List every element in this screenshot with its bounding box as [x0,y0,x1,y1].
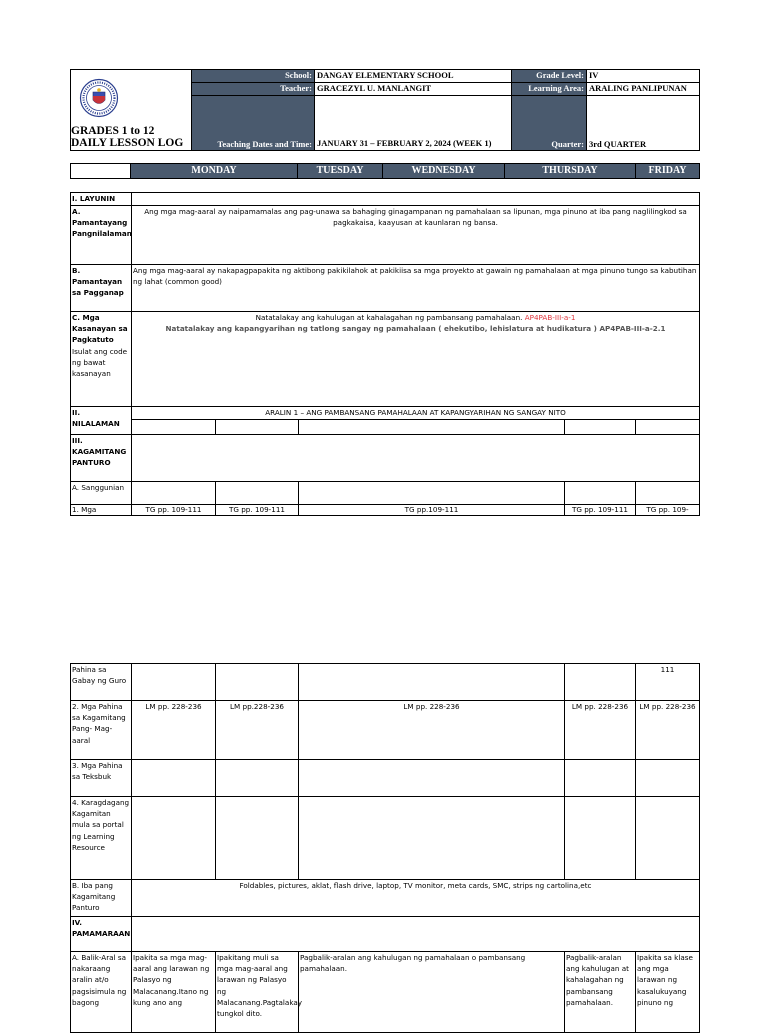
quarter-value: 3rd QUARTER [587,96,700,151]
balik-aral-wed: Pagbalik-aralan ang kahulugan ng pamahalaan o pambansang pamahalaan. [299,952,565,1033]
tg-cont-tue [216,664,299,701]
nilalaman-mon [132,420,216,435]
tg-pages-label: 1. Mga [71,505,132,516]
day-wednesday: WEDNESDAY [383,164,505,179]
kasanayan-sublabel: Isulat ang code ng bawat kasanayan [72,346,128,379]
kasanayan-label-cell [71,312,132,407]
quarter-label: Quarter: [512,96,587,151]
deped-seal-icon [79,78,119,118]
tg-pages-tue: TG pp. 109-111 [216,505,299,516]
iba-pang-kagamitan-label: B. Iba pang Kagamitang Panturo [71,880,132,917]
nilalaman-label: II. NILALAMAN [71,407,132,435]
pamamaraan-label: IV. PAMAMARAAN [71,917,132,952]
tg-cont-thu [565,664,636,701]
karagdagang-mon [132,797,216,880]
karagdagang-fri [636,797,700,880]
dll-title: DAILY LESSON LOG [71,137,184,149]
nilalaman-fri [636,420,700,435]
tg-pages-label-cont: Pahina sa Gabay ng Guro [71,664,132,701]
balik-aral-fri: Ipakita sa klase ang mga larawan ng kasalukuyang pinuno ng [636,952,700,1033]
kasanayan-text-cell [132,312,700,407]
nilalaman-wed [299,420,565,435]
day-tuesday: TUESDAY [298,164,383,179]
pamantayang-pangnilalaman-label: A. Pamantayang Pangnilalaman [71,206,132,265]
teksbuk-thu [565,760,636,797]
balik-aral-thu: Pagbalik-aralan ang kahulugan at kahalagahan ng pambansang pamahalaan. [565,952,636,1033]
dates-label: Teaching Dates and Time: [192,96,315,151]
learning-area-value: ARALING PANLIPUNAN [587,83,700,96]
lm-pages-tue: LM pp.228-236 [216,701,299,760]
tg-pages-fri: TG pp. 109- [636,505,700,516]
iba-pang-kagamitan-text: Foldables, pictures, aklat, flash drive, laptop, TV monitor, meta cards, SMC, strips ng cartolina,etc [132,880,700,917]
grade-level-label: Grade Level: [512,70,587,83]
grades-title: GRADES 1 to 12 [71,125,155,137]
karagdagang-kagamitan-label: 4. Karagdagang Kagamitan mula sa portal ng Learning Resource [71,797,132,880]
dates-value: JANUARY 31 – FEBRUARY 2, 2024 (WEEK 1) [315,96,512,151]
kasanayan-line-1 [133,312,698,323]
kasanayan-text-2: Natatalakay ang kapangyarihan ng tatlong sangay ng pamahalaan ( ehekutibo, lehislatura at hudikatura ) AP4PAB-III-a-2.1 [165,324,666,334]
lm-pages-thu: LM pp. 228-236 [565,701,636,760]
days-header [70,163,700,179]
lesson-table-page-2 [70,663,700,1033]
balik-aral-mon: Ipakita sa mga mag-aaral ang larawan ng Palasyo ng Malacanang.Itano ng kung ano ang [132,952,216,1033]
karagdagang-thu [565,797,636,880]
tg-cont-wed [299,664,565,701]
header-logo-cell [71,70,192,151]
pamantayan-sa-pagganap-text: Ang mga mag-aaral ay nakapagpapakita ng aktibong pakikilahok at pakikiisa sa mga proyekto at gawain ng pamahalaan at mga pinuno tungo sa kabutihan ng lahat (common good) [132,265,700,312]
teksbuk-wed [299,760,565,797]
sanggunian-mon [132,482,216,505]
teksbuk-mon [132,760,216,797]
tg-pages-thu: TG pp. 109-111 [565,505,636,516]
teksbuk-fri [636,760,700,797]
teacher-value: GRACEZYL U. MANLANGIT [315,83,512,96]
balik-aral-tue: Ipakitang muli sa mga mag-aaral ang larawan ng Palasyo ng Malacanang.Pagtalakay tungkol dito. [216,952,299,1033]
day-monday: MONDAY [131,164,298,179]
tg-cont-mon [132,664,216,701]
layunin-label: I. LAYUNIN [71,193,132,206]
sanggunian-fri [636,482,700,505]
teksbuk-label: 3. Mga Pahina sa Teksbuk [71,760,132,797]
day-thursday: THURSDAY [505,164,636,179]
tg-pages-mon: TG pp. 109-111 [132,505,216,516]
sanggunian-label: A. Sanggunian [71,482,132,505]
nilalaman-thu [565,420,636,435]
layunin-cell [132,193,700,206]
kasanayan-code-1: AP4PAB-III-a-1 [524,313,576,322]
sanggunian-wed [299,482,565,505]
nilalaman-tue [216,420,299,435]
school-label: School: [192,70,315,83]
lesson-table-page-1 [70,192,700,516]
sanggunian-tue [216,482,299,505]
kasanayan-text-1: Natatalakay ang kahulugan at kahalagahan ng pambansang pamahalaan. [255,313,523,322]
days-corner [71,164,131,179]
sanggunian-thu [565,482,636,505]
karagdagang-wed [299,797,565,880]
lm-pages-wed: LM pp. 228-236 [299,701,565,760]
teksbuk-tue [216,760,299,797]
kagamitang-panturo-cell [132,435,700,482]
teacher-label: Teacher: [192,83,315,96]
kasanayan-label: C. Mga Kasanayan sa Pagkatuto [72,313,128,345]
karagdagang-tue [216,797,299,880]
header-table [70,69,700,151]
nilalaman-text: ARALIN 1 – ANG PAMBANSANG PAMAHALAAN AT KAPANGYARIHAN NG SANGAY NITO [132,407,700,420]
pamantayan-sa-pagganap-label: B. Pamantayan sa Pagganap [71,265,132,312]
pamantayang-pangnilalaman-text: Ang mga mag-aaral ay naipamamalas ang pag-unawa sa bahaging ginagampanan ng pamahalaan sa lipunan, mga pinuno at iba pang naglilingkod sa pagkakaisa, kaayusan at kaunlaran ng bansa. [132,206,700,265]
kagamitang-panturo-label: III. KAGAMITANG PANTURO [71,435,132,482]
grade-level-value: IV [587,70,700,83]
tg-pages-fri-cont: 111 [636,664,700,701]
lm-pages-label: 2. Mga Pahina sa Kagamitang Pang- Mag-aaral [71,701,132,760]
lm-pages-fri: LM pp. 228-236 [636,701,700,760]
balik-aral-label: A. Balik-Aral sa nakaraang aralin at/o pagsisimula ng bagong [71,952,132,1033]
lm-pages-mon: LM pp. 228-236 [132,701,216,760]
pamamaraan-cell [132,917,700,952]
learning-area-label: Learning Area: [512,83,587,96]
school-value: DANGAY ELEMENTARY SCHOOL [315,70,512,83]
tg-pages-wed: TG pp.109-111 [299,505,565,516]
day-friday: FRIDAY [636,164,700,179]
